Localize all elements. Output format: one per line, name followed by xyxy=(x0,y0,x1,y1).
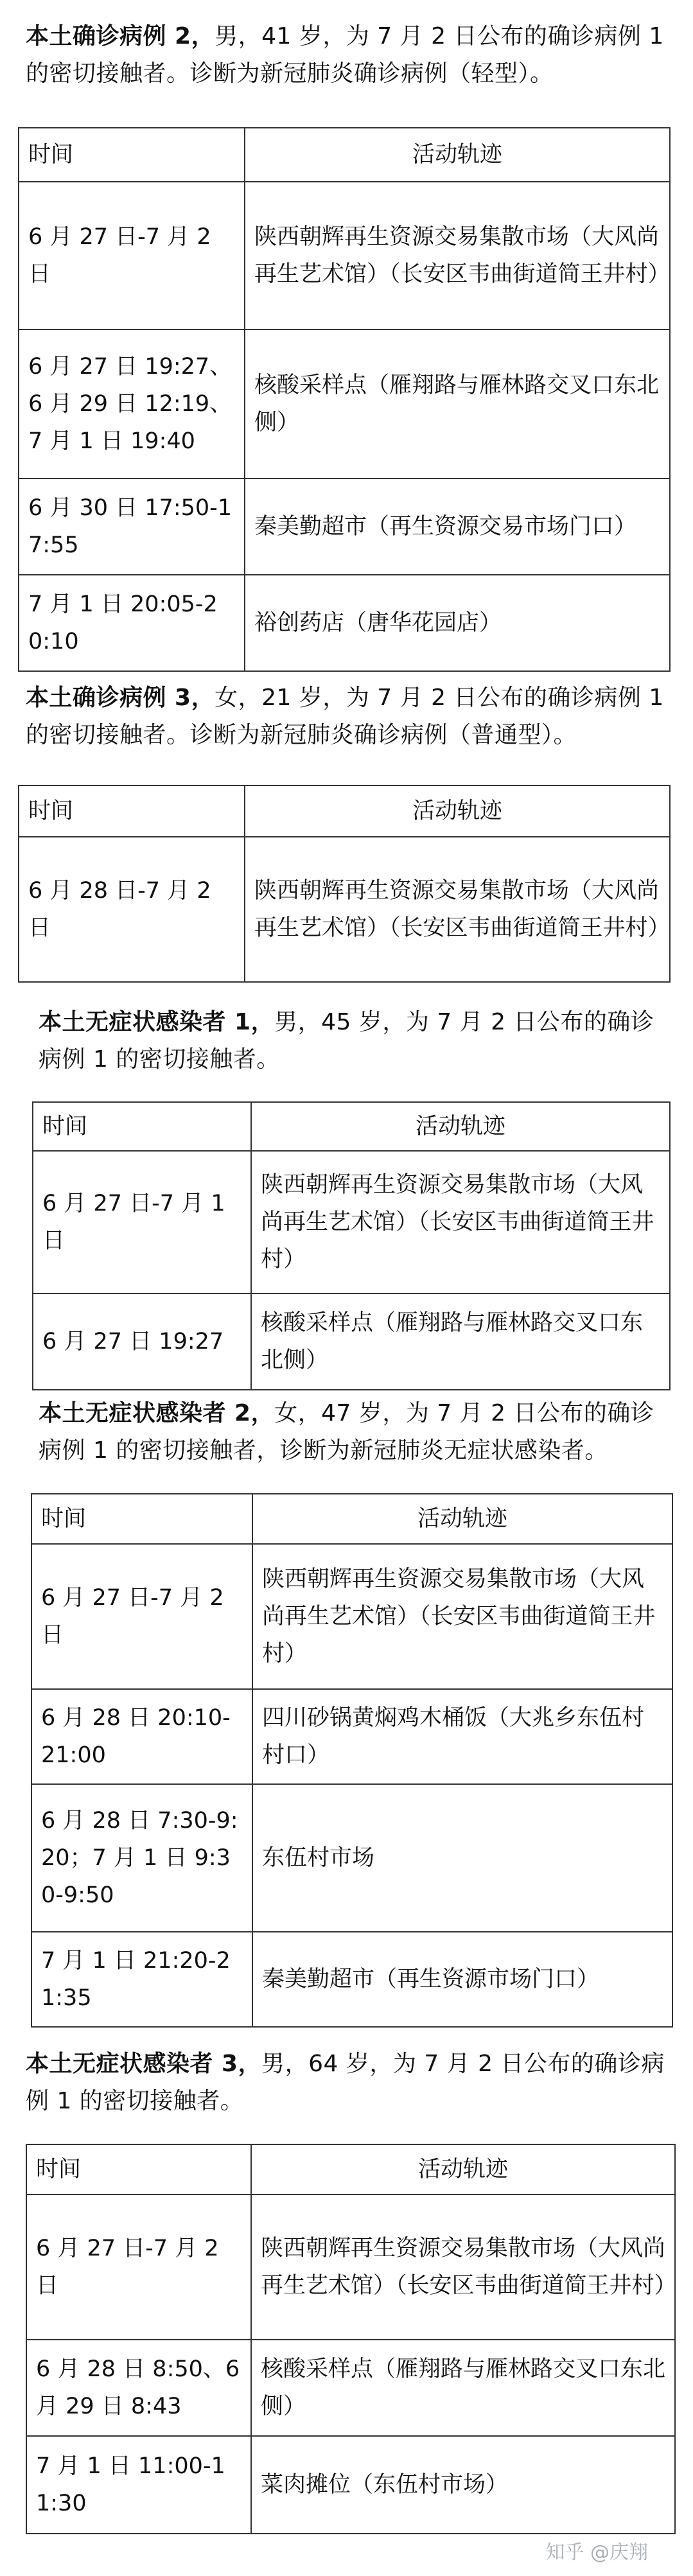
time-cell: 6 月 27 日 19:27 xyxy=(33,1293,251,1390)
time-cell: 6 月 27 日-7 月 2 日 xyxy=(26,2195,251,2340)
activity-cell: 菜肉摊位（东伍村市场） xyxy=(251,2436,675,2534)
header-activity: 活动轨迹 xyxy=(245,785,670,837)
header-time: 时间 xyxy=(33,1102,251,1151)
activity-cell: 秦美勤超市（再生资源交易市场门口） xyxy=(245,478,670,575)
case-description: 男，45 岁，为 7 月 2 日公布的确诊病例 1 的密切接触者。 xyxy=(39,1009,654,1073)
activity-cell: 核酸采样点（雁翔路与雁林路交叉口东北侧） xyxy=(245,329,670,478)
activity-cell: 陕西朝辉再生资源交易集散市场（大风尚再生艺术馆）（长安区韦曲街道简王井村） xyxy=(252,1544,672,1689)
table-row xyxy=(19,837,670,982)
activity-cell: 裕创药店（唐华花园店） xyxy=(245,575,670,671)
case-description: 女，47 岁，为 7 月 2 日公布的确诊病例 1 的密切接触者，诊断为新冠肺炎无症状感染者。 xyxy=(39,1400,654,1464)
table-row xyxy=(19,575,670,671)
time-cell: 6 月 27 日-7 月 2 日 xyxy=(31,1544,252,1689)
table-row xyxy=(26,2195,675,2340)
time-cell: 6 月 28 日 8:50、6 月 29 日 8:43 xyxy=(26,2340,251,2436)
case-description: 男，64 岁，为 7 月 2 日公布的确诊病例 1 的密切接触者。 xyxy=(26,2051,665,2114)
table-header-row xyxy=(26,2144,675,2195)
case-description: 男，41 岁，为 7 月 2 日公布的确诊病例 1 的密切接触者。诊断为新冠肺炎确诊病例（轻型）。 xyxy=(26,23,664,87)
case-intro xyxy=(26,679,668,754)
case-intro xyxy=(39,1004,674,1078)
table-header-row xyxy=(19,785,670,837)
table-header-row xyxy=(31,1494,672,1544)
activity-cell: 陕西朝辉再生资源交易集散市场（大风尚再生艺术馆）（长安区韦曲街道简王井村） xyxy=(251,1151,670,1293)
case-title: 本土无症状感染者 3， xyxy=(26,2051,262,2077)
activity-table xyxy=(18,785,671,983)
header-time: 时间 xyxy=(31,1494,252,1544)
table-row xyxy=(19,478,670,575)
activity-cell: 四川砂锅黄焖鸡木桶饭（大兆乡东伍村村口） xyxy=(252,1689,672,1784)
time-cell: 6 月 28 日 20:10-21:00 xyxy=(31,1689,252,1784)
activity-cell: 陕西朝辉再生资源交易集散市场（大风尚再生艺术馆）（长安区韦曲街道简王井村） xyxy=(251,2195,675,2340)
time-cell: 6 月 30 日 17:50-17:55 xyxy=(19,478,245,575)
activity-cell: 核酸采样点（雁翔路与雁林路交叉口东北侧） xyxy=(251,2340,675,2436)
activity-table xyxy=(26,2144,676,2534)
activity-cell: 陕西朝辉再生资源交易集散市场（大风尚再生艺术馆）（长安区韦曲街道简王井村） xyxy=(245,182,670,329)
time-cell: 7 月 1 日 21:20-21:35 xyxy=(31,1932,252,2027)
watermark: 知乎 @庆翔 xyxy=(545,2541,648,2564)
header-activity: 活动轨迹 xyxy=(252,1494,672,1544)
table-header-row xyxy=(19,128,670,182)
header-activity: 活动轨迹 xyxy=(251,2144,675,2195)
case-title: 本土无症状感染者 1， xyxy=(39,1009,275,1035)
table-row xyxy=(31,1689,672,1784)
table-row xyxy=(33,1151,670,1293)
table-row xyxy=(26,2436,675,2534)
time-cell: 6 月 28 日 7:30-9:20；7 月 1 日 9:30-9:50 xyxy=(31,1784,252,1932)
header-time: 时间 xyxy=(26,2144,251,2195)
header-time: 时间 xyxy=(19,128,245,182)
activity-table xyxy=(18,127,671,672)
table-header-row xyxy=(33,1102,670,1151)
table-row xyxy=(19,182,670,329)
time-cell: 7 月 1 日 20:05-20:10 xyxy=(19,575,245,671)
time-cell: 6 月 28 日-7 月 2 日 xyxy=(19,837,245,982)
activity-cell: 陕西朝辉再生资源交易集散市场（大风尚再生艺术馆）（长安区韦曲街道简王井村） xyxy=(245,837,670,982)
case-title: 本土无症状感染者 2， xyxy=(39,1400,275,1426)
time-cell: 6 月 27 日-7 月 2 日 xyxy=(19,182,245,329)
table-row xyxy=(31,1932,672,2027)
time-cell: 7 月 1 日 11:00-11:30 xyxy=(26,2436,251,2534)
header-time: 时间 xyxy=(19,785,245,837)
table-row xyxy=(26,2340,675,2436)
case-title: 本土确诊病例 2， xyxy=(26,23,215,49)
activity-table xyxy=(31,1493,673,2028)
header-activity: 活动轨迹 xyxy=(251,1102,670,1151)
table-row xyxy=(33,1293,670,1390)
table-row xyxy=(31,1784,672,1932)
case-intro xyxy=(26,2046,668,2120)
case-description: 女，21 岁，为 7 月 2 日公布的确诊病例 1 的密切接触者。诊断为新冠肺炎确诊病例（普通型）。 xyxy=(26,685,664,748)
case-intro xyxy=(26,18,668,92)
table-row xyxy=(19,329,670,478)
activity-table xyxy=(32,1101,671,1390)
header-activity: 活动轨迹 xyxy=(245,128,670,182)
activity-cell: 秦美勤超市（再生资源市场门口） xyxy=(252,1932,672,2027)
time-cell: 6 月 27 日-7 月 1 日 xyxy=(33,1151,251,1293)
case-intro xyxy=(39,1395,674,1469)
case-title: 本土确诊病例 3， xyxy=(26,685,215,711)
table-row xyxy=(31,1544,672,1689)
activity-cell: 东伍村市场 xyxy=(252,1784,672,1932)
activity-cell: 核酸采样点（雁翔路与雁林路交叉口东北侧） xyxy=(251,1293,670,1390)
time-cell: 6 月 27 日 19:27、6 月 29 日 12:19、7 月 1 日 19:40 xyxy=(19,329,245,478)
